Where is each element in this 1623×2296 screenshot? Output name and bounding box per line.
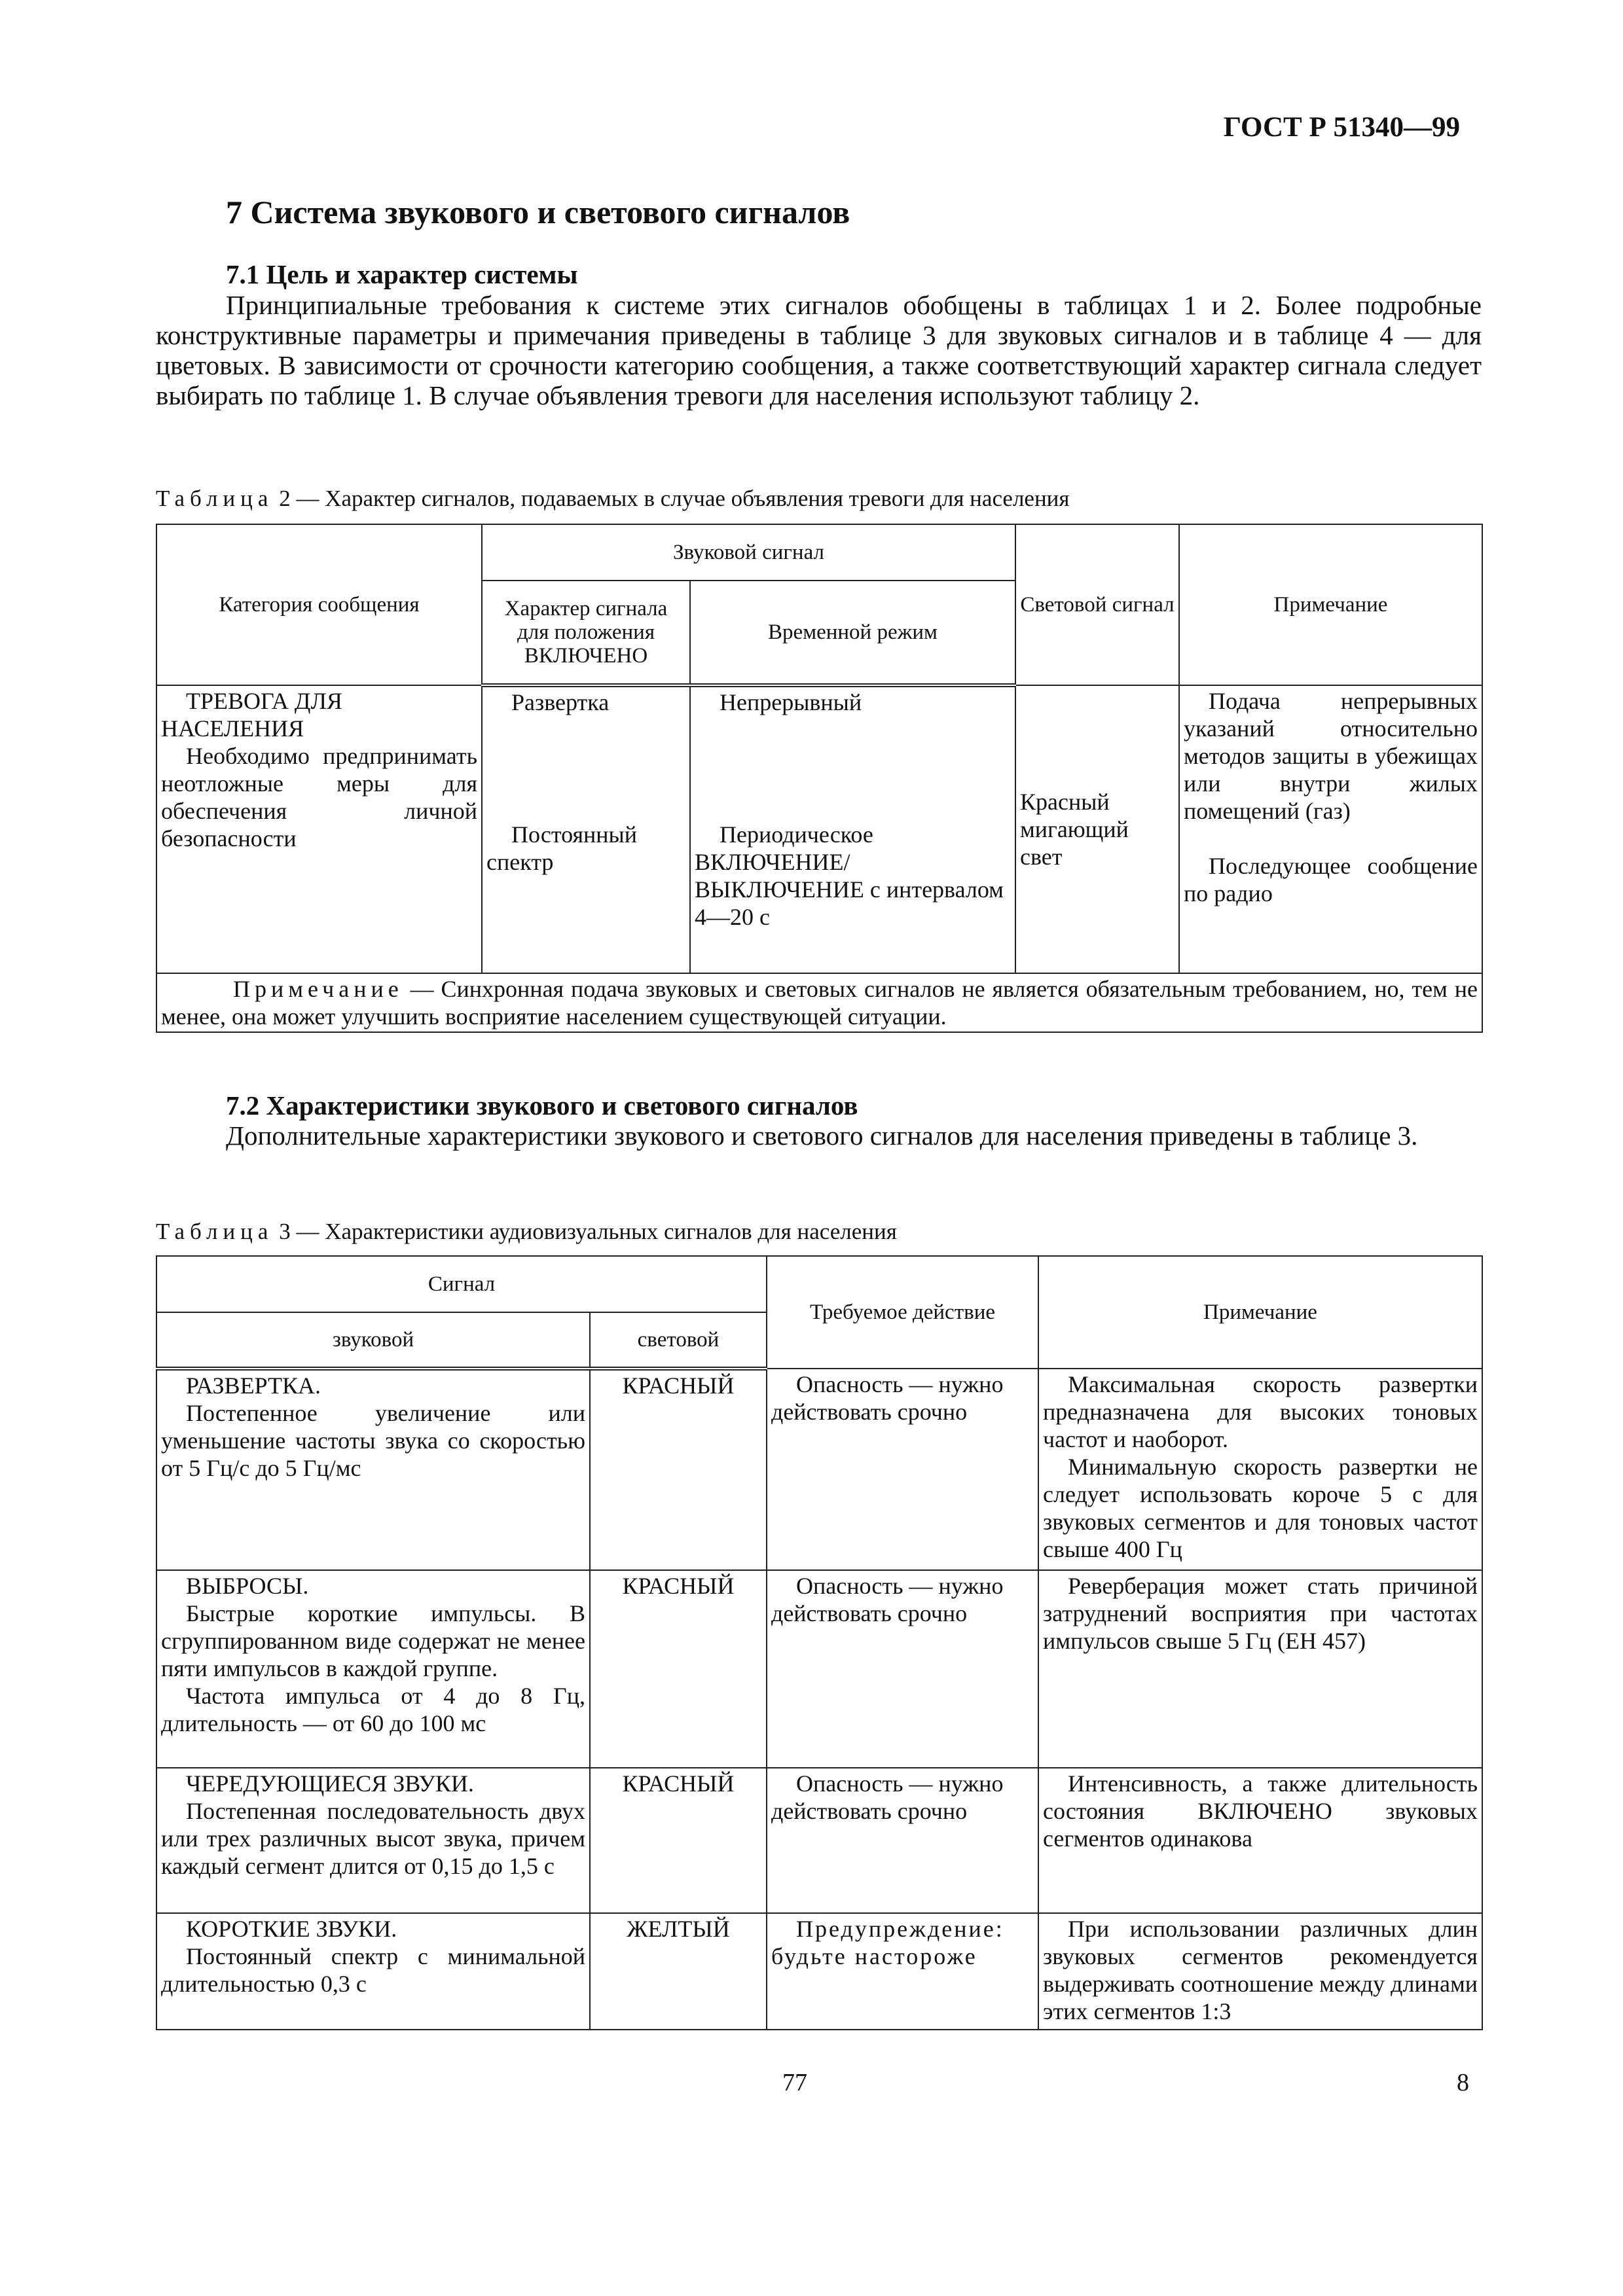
table3-header-action: Требуемое действие bbox=[767, 1256, 1038, 1369]
table3-header-signal: Сигнал bbox=[156, 1256, 767, 1312]
table3-header-light: световой bbox=[590, 1312, 767, 1369]
signal-text: Постепенное увеличение или уменьшение частоты звука со скоростью от 5 Гц/с до 5 Гц/мс bbox=[161, 1400, 585, 1481]
table-row bbox=[156, 1913, 1482, 2030]
table3-caption-word: Таблица bbox=[156, 1219, 274, 1244]
signal-text: Постоянный спектр с минимальной длительностью 0,3 с bbox=[161, 1943, 585, 1997]
page-number: 77 bbox=[782, 2069, 807, 2096]
table-row bbox=[156, 1369, 1482, 1570]
signal-light: КРАСНЫЙ bbox=[622, 1573, 735, 1599]
subsection-title-7-1: 7.1 Цель и характер системы bbox=[226, 259, 578, 289]
table-row bbox=[156, 1570, 1482, 1768]
sheet-number: 8 bbox=[1457, 2069, 1469, 2096]
signal-action: Предупреждение: будьте настороже bbox=[771, 1916, 1004, 1969]
table2-category-text: Необходимо предпринимать неотложные меры для обеспечения личной безопасности bbox=[161, 743, 477, 852]
signal-action: Опасность — нужно действовать срочно bbox=[771, 1573, 1004, 1626]
subsection-title-7-2: 7.2 Характеристики звукового и светового сигналов bbox=[226, 1090, 858, 1121]
table2-footnote bbox=[156, 973, 1482, 1032]
table2-header-light: Световой сигнал bbox=[1015, 524, 1179, 685]
table2-note-1: Подача непрерывных указаний относительно методов защиты в убежищах или внутри жилых помещений (газ) bbox=[1184, 688, 1478, 824]
signal-note: Максимальная скорость развертки предназначена для высоких тоновых частот и наоборот. bbox=[1043, 1371, 1478, 1452]
signal-light: КРАСНЫЙ bbox=[622, 1372, 735, 1399]
table2-character-2: Постоянный спектр bbox=[486, 821, 637, 875]
table2-caption-text: 2 — Характер сигналов, подаваемых в случае объявления тревоги для населения bbox=[273, 486, 1070, 511]
signal-title: ЧЕРЕДУЮЩИЕСЯ ЗВУКИ. bbox=[186, 1770, 474, 1797]
table-3 bbox=[156, 1255, 1483, 2030]
signal-title: КОРОТКИЕ ЗВУКИ. bbox=[186, 1916, 397, 1942]
table2-header-category: Категория сообщения bbox=[156, 524, 482, 685]
table2-cell-character bbox=[482, 685, 690, 973]
signal-note: Интенсивность, а также длительность состояния ВКЛЮЧЕНО звуковых сегментов одинакова bbox=[1043, 1770, 1478, 1852]
signal-note-2: Минимальную скорость развертки не следует использовать короче 5 с для звуковых сегментов и для тоновых частот свыше 400 Гц bbox=[1043, 1454, 1478, 1562]
table2-cell-time bbox=[690, 685, 1015, 973]
document-id: ГОСТ Р 51340—99 bbox=[1223, 112, 1460, 143]
table2-note-2: Последующее сообщение по радио bbox=[1184, 853, 1478, 906]
table3-caption-text: 3 — Характеристики аудиовизуальных сигналов для населения bbox=[273, 1219, 897, 1244]
signal-title: РАЗВЕРТКА. bbox=[186, 1372, 321, 1399]
paragraph-7-1: Принципиальные требования к системе этих сигналов обобщены в таблицах 1 и 2. Более подробные конструктивные параметры и примечания приведены в таблице 3 для звуковых сигналов и в таблице 4 — для цветовых. В зависимости от срочности категорию сообщения, а также соответствующий характер сигнала следует выбирать по таблице 1. В случае объявления тревоги для населения используют таблицу 2. bbox=[156, 290, 1482, 410]
table2-caption-word: Таблица bbox=[156, 486, 274, 511]
table3-header-note: Примечание bbox=[1038, 1256, 1482, 1369]
signal-title: ВЫБРОСЫ. bbox=[186, 1573, 309, 1599]
paragraph-7-2: Дополнительные характеристики звукового и светового сигналов для населения приведены в таблице 3. bbox=[226, 1121, 1418, 1151]
table2-header-sound: Звуковой сигнал bbox=[482, 524, 1015, 581]
signal-light: КРАСНЫЙ bbox=[622, 1770, 735, 1797]
signal-text: Постепенная последовательность двух или трех различных высот звука, причем каждый сегмент длится от 0,15 до 1,5 с bbox=[161, 1798, 585, 1879]
table2-cell-light bbox=[1015, 685, 1179, 973]
signal-note: Реверберация может стать причиной затруднений восприятия при частотах импульсов свыше 5 Гц (ЕН 457) bbox=[1043, 1573, 1478, 1654]
table2-footnote-text: — Синхронная подача звуковых и световых сигналов не является обязательным требованием, но, тем не менее, она может улучшить восприятие населением существующей ситуации. bbox=[161, 976, 1478, 1030]
table2-light: Красный мигающий свет bbox=[1020, 789, 1129, 870]
table2-header-character: Характер сигнала для положения ВКЛЮЧЕНО bbox=[482, 581, 690, 685]
table-row bbox=[156, 1768, 1482, 1913]
table-2 bbox=[156, 524, 1483, 1033]
table2-time-1: Непрерывный bbox=[720, 689, 862, 715]
signal-text-2: Частота импульса от 4 до 8 Гц, длительность — от 60 до 100 мс bbox=[161, 1683, 585, 1736]
table2-caption bbox=[156, 486, 1482, 512]
table2-character-1: Развертка bbox=[511, 689, 610, 715]
table2-time-2: Периодическое ВКЛЮЧЕНИЕ/ ВЫКЛЮЧЕНИЕ с интервалом 4—20 с bbox=[695, 821, 1004, 930]
signal-action: Опасность — нужно действовать срочно bbox=[771, 1371, 1004, 1425]
table3-caption bbox=[156, 1219, 1482, 1245]
signal-light: ЖЕЛТЫЙ bbox=[627, 1916, 730, 1942]
table2-header-note: Примечание bbox=[1179, 524, 1482, 685]
signal-action: Опасность — нужно действовать срочно bbox=[771, 1770, 1004, 1824]
signal-text: Быстрые короткие импульсы. В сгруппированном виде содержат не менее пяти импульсов в каждой группе. bbox=[161, 1600, 585, 1681]
table2-category-title: ТРЕВОГА ДЛЯ НАСЕЛЕНИЯ bbox=[161, 688, 342, 742]
section-title: 7 Система звукового и светового сигналов bbox=[226, 194, 850, 230]
table2-footnote-word: Примечание bbox=[233, 976, 403, 1002]
table2-cell-note bbox=[1179, 685, 1482, 973]
table2-header-time: Временной режим bbox=[690, 581, 1015, 685]
table2-cell-category bbox=[156, 685, 482, 973]
signal-note: При использовании различных длин звуковых сегментов рекомендуется выдерживать соотношение между длинами этих сегментов 1:3 bbox=[1043, 1916, 1478, 2024]
table3-header-sound: звуковой bbox=[156, 1312, 590, 1369]
